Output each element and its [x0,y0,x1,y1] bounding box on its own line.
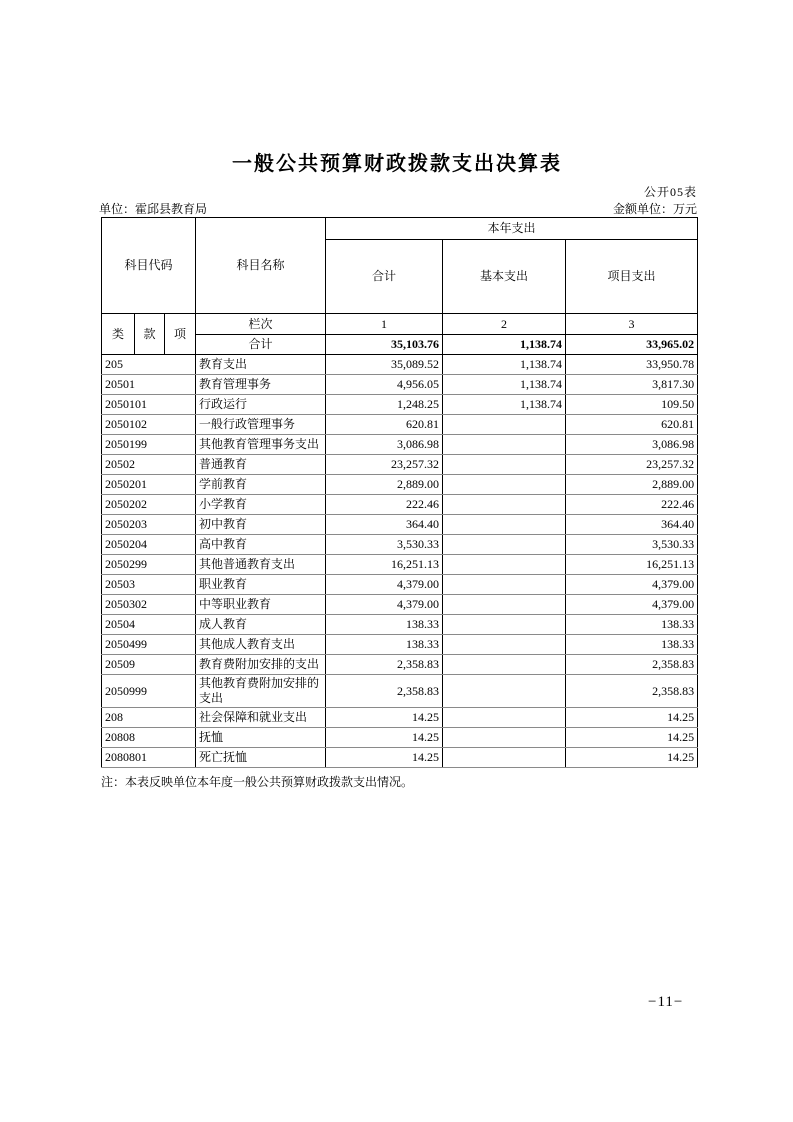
subject-code-cell: 2050204 [102,535,196,555]
table-row [102,615,698,635]
subject-name-cell: 职业教育 [196,575,326,595]
basic-value-cell [443,708,566,728]
subject-code-cell: 2050102 [102,415,196,435]
subject-name-cell: 其他教育管理事务支出 [196,435,326,455]
subject-code-cell: 2050302 [102,595,196,615]
expenditure-table [101,217,698,768]
project-value-cell: 3,086.98 [566,435,698,455]
basic-value-cell [443,535,566,555]
grand-project-cell: 33,965.02 [566,335,698,355]
table-row [102,708,698,728]
meta-row [99,200,697,217]
subject-name-cell: 死亡抚恤 [196,748,326,768]
subject-name-cell: 小学教育 [196,495,326,515]
project-value-cell: 2,889.00 [566,475,698,495]
total-column-header: 合计 [326,240,443,314]
subject-code-cell: 20502 [102,455,196,475]
basic-expenditure-column-header: 基本支出 [443,240,566,314]
subject-name-cell: 中等职业教育 [196,595,326,615]
table-row [102,355,698,375]
basic-value-cell [443,575,566,595]
subject-code-cell: 2050202 [102,495,196,515]
total-value-cell: 138.33 [326,615,443,635]
subject-code-cell: 2050201 [102,475,196,495]
subject-code-cell: 2050101 [102,395,196,415]
subject-code-cell: 2050299 [102,555,196,575]
subject-name-cell: 教育管理事务 [196,375,326,395]
table-row [102,375,698,395]
subject-name-cell: 成人教育 [196,615,326,635]
project-value-cell: 620.81 [566,415,698,435]
table-code-label: 公开05表 [643,185,697,199]
total-value-cell: 14.25 [326,708,443,728]
basic-value-cell [443,675,566,708]
subject-code-cell: 20808 [102,728,196,748]
subject-name-header: 科目名称 [196,218,326,314]
class-code-header: 类 [102,314,135,355]
total-value-cell: 23,257.32 [326,455,443,475]
totals-row-label: 合计 [196,335,326,355]
basic-value-cell [443,615,566,635]
item-code-header: 项 [165,314,196,355]
total-value-cell: 16,251.13 [326,555,443,575]
subject-name-cell: 教育费附加安排的支出 [196,655,326,675]
total-value-cell: 14.25 [326,748,443,768]
amount-unit-label: 金额单位：万元 [612,202,697,216]
project-value-cell: 16,251.13 [566,555,698,575]
total-value-cell: 3,530.33 [326,535,443,555]
basic-value-cell [443,748,566,768]
project-value-cell: 3,817.30 [566,375,698,395]
table-row [102,515,698,535]
project-value-cell: 2,358.83 [566,655,698,675]
subject-code-cell: 2080801 [102,748,196,768]
basic-value-cell [443,728,566,748]
total-value-cell: 1,248.25 [326,395,443,415]
page-title: 一般公共预算财政拨款支出决算表 [232,153,562,175]
project-expenditure-column-header: 项目支出 [566,240,698,314]
project-value-cell: 138.33 [566,615,698,635]
section-code-header: 款 [135,314,165,355]
subject-name-cell: 其他成人教育支出 [196,635,326,655]
subject-code-cell: 20501 [102,375,196,395]
subject-name-cell: 其他教育费附加安排的支出 [196,675,326,708]
lane-row [102,314,698,335]
table-row [102,575,698,595]
basic-value-cell [443,455,566,475]
table-data-body [102,355,698,768]
header-row-1 [102,218,698,240]
table-row [102,435,698,455]
note-text: 注：本表反映单位本年度一般公共预算财政拨款支出情况。 [101,775,414,789]
basic-value-cell [443,415,566,435]
table-row [102,535,698,555]
table-row [102,728,698,748]
current-year-expenditure-header: 本年支出 [326,218,698,240]
lane-number-2: 2 [443,314,566,335]
subject-name-cell: 其他普通教育支出 [196,555,326,575]
project-value-cell: 23,257.32 [566,455,698,475]
project-value-cell: 3,530.33 [566,535,698,555]
project-value-cell: 109.50 [566,395,698,415]
basic-value-cell [443,515,566,535]
basic-value-cell [443,495,566,515]
subject-code-cell: 208 [102,708,196,728]
project-value-cell: 222.46 [566,495,698,515]
table-row [102,655,698,675]
project-value-cell: 33,950.78 [566,355,698,375]
subject-code-cell: 2050999 [102,675,196,708]
project-value-cell: 14.25 [566,728,698,748]
table-header-body [102,218,698,355]
table-row [102,675,698,708]
subject-code-cell: 2050203 [102,515,196,535]
subject-name-cell: 高中教育 [196,535,326,555]
basic-value-cell: 1,138.74 [443,375,566,395]
project-value-cell: 364.40 [566,515,698,535]
basic-value-cell [443,435,566,455]
table-row [102,748,698,768]
subject-name-cell: 普通教育 [196,455,326,475]
project-value-cell: 14.25 [566,708,698,728]
subject-name-cell: 抚恤 [196,728,326,748]
table-row [102,475,698,495]
subject-name-cell: 一般行政管理事务 [196,415,326,435]
lane-number-1: 1 [326,314,443,335]
basic-value-cell [443,635,566,655]
total-value-cell: 2,889.00 [326,475,443,495]
total-value-cell: 2,358.83 [326,655,443,675]
basic-value-cell [443,595,566,615]
subject-code-cell: 20504 [102,615,196,635]
total-value-cell: 4,379.00 [326,595,443,615]
table-row [102,455,698,475]
project-value-cell: 138.33 [566,635,698,655]
project-value-cell: 14.25 [566,748,698,768]
table-row [102,635,698,655]
subject-name-cell: 初中教育 [196,515,326,535]
subject-code-cell: 205 [102,355,196,375]
project-value-cell: 2,358.83 [566,675,698,708]
subject-code-cell: 20509 [102,655,196,675]
page-number: −11− [648,994,684,1010]
table-row [102,495,698,515]
subject-name-cell: 教育支出 [196,355,326,375]
total-value-cell: 3,086.98 [326,435,443,455]
subject-code-cell: 20503 [102,575,196,595]
total-value-cell: 138.33 [326,635,443,655]
basic-value-cell: 1,138.74 [443,355,566,375]
subject-name-cell: 学前教育 [196,475,326,495]
basic-value-cell: 1,138.74 [443,395,566,415]
basic-value-cell [443,555,566,575]
total-value-cell: 2,358.83 [326,675,443,708]
total-value-cell: 222.46 [326,495,443,515]
total-value-cell: 364.40 [326,515,443,535]
project-value-cell: 4,379.00 [566,595,698,615]
table-row [102,595,698,615]
project-value-cell: 4,379.00 [566,575,698,595]
basic-value-cell [443,475,566,495]
subject-code-cell: 2050199 [102,435,196,455]
total-value-cell: 35,089.52 [326,355,443,375]
total-value-cell: 620.81 [326,415,443,435]
subject-name-cell: 行政运行 [196,395,326,415]
table-row [102,415,698,435]
subject-code-cell: 2050499 [102,635,196,655]
basic-value-cell [443,655,566,675]
table-row [102,395,698,415]
unit-label: 单位：霍邱县教育局 [99,202,208,216]
table-row [102,555,698,575]
total-value-cell: 4,379.00 [326,575,443,595]
lane-label-cell: 栏次 [196,314,326,335]
grand-basic-cell: 1,138.74 [443,335,566,355]
total-value-cell: 4,956.05 [326,375,443,395]
grand-total-cell: 35,103.76 [326,335,443,355]
subject-name-cell: 社会保障和就业支出 [196,708,326,728]
lane-number-3: 3 [566,314,698,335]
total-value-cell: 14.25 [326,728,443,748]
subject-code-header: 科目代码 [102,218,196,314]
